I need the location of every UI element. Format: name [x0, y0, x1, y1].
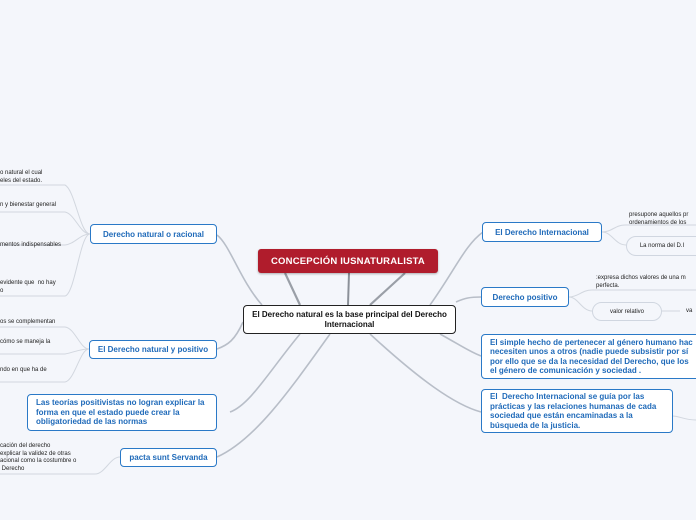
main-title[interactable]: CONCEPCIÓN IUSNATURALISTA	[258, 249, 438, 273]
bubble-norma-di-label: La norma del D.I	[639, 243, 685, 249]
leaf-natural-positivo-2: cómo se maneja la	[0, 339, 51, 345]
node-derecho-natural-racional[interactable]: Derecho natural o racional	[90, 224, 217, 244]
leaf-natural-racional-3: mentos indispensables	[0, 242, 62, 248]
leaf-natural-racional-4: evidente que no hay o	[0, 280, 56, 294]
leaf-pacta-1: cación del derecho explicar la validez de otras acional como la costumbre o Derecho	[0, 443, 77, 472]
node-teorias-positivistas[interactable]: Las teorías positivistas no logran explicar la forma en que el estado puede crear la obligatoriedad de las normas	[27, 394, 217, 431]
leaf-natural-racional-2: n y bienestar general	[0, 202, 57, 208]
bubble-norma-di[interactable]	[626, 236, 696, 256]
node-derecho-natural-positivo[interactable]: El Derecho natural y positivo	[89, 340, 217, 359]
leaf-text: o natural el cual eles del estado.	[0, 170, 43, 184]
leaf-internacional-1: presupone aquellos pr ordenamientos de los	[629, 212, 689, 226]
bubble-valor-relativo[interactable]: valor relativo	[592, 302, 662, 321]
node-pacta-sunt-servanda[interactable]: pacta sunt Servanda	[120, 448, 217, 467]
leaf-natural-positivo-1: os se complementan	[0, 319, 56, 325]
leaf-natural-positivo-3: ndo en que ha de	[0, 367, 47, 373]
node-simple-hecho[interactable]: El simple hecho de pertenecer al género humano hac necesiten unos a otros (nadie puede subsistir por sí por ello que se da la necesidad del Derecho, que los el género de comunicación y sociedad .	[481, 334, 696, 379]
leaf-natural-racional-1	[0, 170, 42, 185]
leaf-positivo-2: va	[686, 308, 693, 314]
central-topic[interactable]: El Derecho natural es la base principal del Derecho Internacional	[243, 305, 456, 334]
node-guia-justicia[interactable]: El Derecho Internacional se guía por las prácticas y las relaciones humanas de cada sociedad que están encaminadas a la búsqueda de la justicia.	[481, 389, 673, 433]
leaf-positivo-1: :expresa dichos valores de una m perfecta.	[596, 275, 686, 289]
node-derecho-internacional[interactable]: El Derecho Internacional	[482, 222, 602, 242]
node-derecho-positivo[interactable]: Derecho positivo	[481, 287, 569, 307]
